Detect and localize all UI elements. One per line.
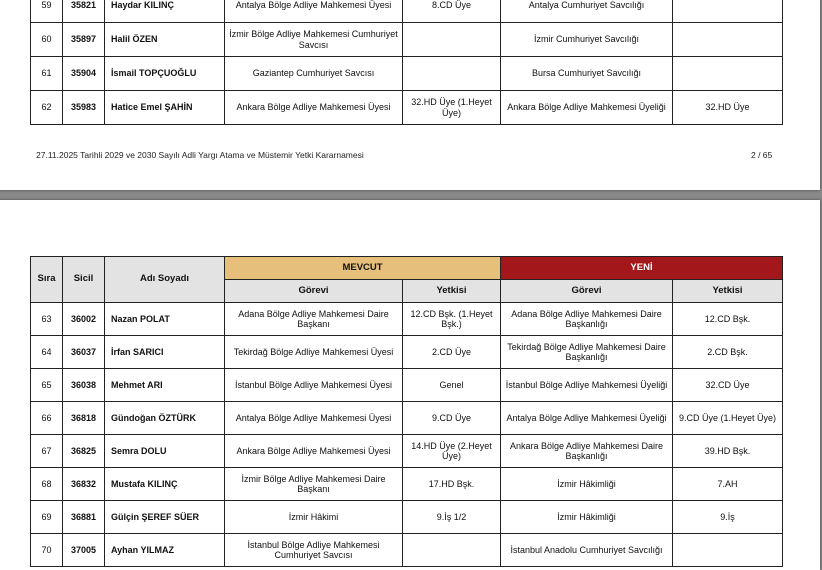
table-row [31, 57, 783, 91]
header-sira: Sıra [31, 257, 63, 303]
cell-yeni-gorev: İstanbul Anadolu Cumhuriyet Savcılığı [501, 534, 673, 567]
cell-sicil: 35821 [63, 0, 105, 23]
cell-name: Halil ÖZEN [105, 23, 225, 57]
cell-yeni-yetki [673, 23, 783, 57]
cell-sicil: 36002 [63, 303, 105, 336]
cell-sira: 61 [31, 57, 63, 91]
cell-sira: 64 [31, 336, 63, 369]
header-yeni: YENİ [501, 257, 783, 280]
cell-mevcut-yetki: 14.HD Üye (2.Heyet Üye) [403, 435, 501, 468]
cell-sicil: 36818 [63, 402, 105, 435]
cell-sicil: 37005 [63, 534, 105, 567]
cell-mevcut-gorev: Tekirdağ Bölge Adliye Mahkemesi Üyesi [225, 336, 403, 369]
cell-mevcut-gorev: İstanbul Bölge Adliye Mahkemesi Üyesi [225, 369, 403, 402]
cell-yeni-gorev: Tekirdağ Bölge Adliye Mahkemesi Daire Başkanlığı [501, 336, 673, 369]
cell-mevcut-yetki: 8.CD Üye [403, 0, 501, 23]
cell-yeni-gorev: İzmir Cumhuriyet Savcılığı [501, 23, 673, 57]
cell-sicil: 36038 [63, 369, 105, 402]
table-row [31, 501, 783, 534]
cell-name: Gülçin ŞEREF SÜER [105, 501, 225, 534]
cell-sira: 65 [31, 369, 63, 402]
cell-yeni-yetki: 7.AH [673, 468, 783, 501]
cell-mevcut-yetki: Genel [403, 369, 501, 402]
cell-yeni-yetki [673, 57, 783, 91]
header-adi-soyadi: Adı Soyadı [105, 257, 225, 303]
table-row [31, 402, 783, 435]
cell-sira: 60 [31, 23, 63, 57]
table-row [31, 468, 783, 501]
cell-yeni-gorev: Ankara Bölge Adliye Mahkemesi Üyeliği [501, 91, 673, 125]
cell-yeni-gorev: İstanbul Bölge Adliye Mahkemesi Üyeliği [501, 369, 673, 402]
cell-yeni-gorev: Adana Bölge Adliye Mahkemesi Daire Başkanlığı [501, 303, 673, 336]
cell-mevcut-gorev: İzmir Hâkimi [225, 501, 403, 534]
cell-mevcut-yetki: 12.CD Bşk. (1.Heyet Bşk.) [403, 303, 501, 336]
table-row [31, 435, 783, 468]
cell-yeni-gorev: Ankara Bölge Adliye Mahkemesi Daire Başkanlığı [501, 435, 673, 468]
cell-name: İrfan SARICI [105, 336, 225, 369]
cell-sira: 59 [31, 0, 63, 23]
cell-yeni-yetki [673, 534, 783, 567]
page-footer-title: 27.11.2025 Tarihli 2029 ve 2030 Sayılı Adli Yargı Atama ve Müstemir Yetki Kararnamesi [36, 150, 364, 160]
cell-mevcut-yetki: 9.CD Üye [403, 402, 501, 435]
cell-yeni-gorev: İzmir Hâkimliği [501, 468, 673, 501]
document-page-previous [0, 0, 820, 190]
cell-yeni-yetki [673, 0, 783, 23]
cell-mevcut-gorev: Gaziantep Cumhuriyet Savcısı [225, 57, 403, 91]
table-row [31, 303, 783, 336]
assignment-table [30, 256, 783, 567]
cell-mevcut-gorev: İzmir Bölge Adliye Mahkemesi Daire Başkanı [225, 468, 403, 501]
cell-name: Semra DOLU [105, 435, 225, 468]
cell-mevcut-yetki: 2.CD Üye [403, 336, 501, 369]
cell-yeni-gorev: Antalya Bölge Adliye Mahkemesi Üyeliği [501, 402, 673, 435]
cell-sira: 68 [31, 468, 63, 501]
table-row [31, 534, 783, 567]
cell-name: Ayhan YILMAZ [105, 534, 225, 567]
cell-yeni-gorev: Bursa Cumhuriyet Savcılığı [501, 57, 673, 91]
cell-name: Haydar KILINÇ [105, 0, 225, 23]
cell-name: Mehmet ARI [105, 369, 225, 402]
cell-name: Hatice Emel ŞAHİN [105, 91, 225, 125]
cell-sicil: 35897 [63, 23, 105, 57]
cell-name: Nazan POLAT [105, 303, 225, 336]
cell-mevcut-yetki [403, 23, 501, 57]
cell-yeni-gorev: Antalya Cumhuriyet Savcılığı [501, 0, 673, 23]
cell-sicil: 35904 [63, 57, 105, 91]
cell-sira: 62 [31, 91, 63, 125]
table-row [31, 336, 783, 369]
cell-sira: 67 [31, 435, 63, 468]
page-number: 2 / 65 [751, 150, 773, 160]
header-mevcut-yetkisi: Yetkisi [403, 280, 501, 303]
cell-sira: 66 [31, 402, 63, 435]
header-yeni-gorevi: Görevi [501, 280, 673, 303]
header-sicil: Sicil [63, 257, 105, 303]
cell-yeni-yetki: 32.CD Üye [673, 369, 783, 402]
cell-mevcut-yetki: 9.İş 1/2 [403, 501, 501, 534]
cell-sicil: 35983 [63, 91, 105, 125]
cell-yeni-yetki: 2.CD Bşk. [673, 336, 783, 369]
cell-sicil: 36881 [63, 501, 105, 534]
cell-mevcut-gorev: Ankara Bölge Adliye Mahkemesi Üyesi [225, 435, 403, 468]
cell-sira: 63 [31, 303, 63, 336]
cell-yeni-gorev: İzmir Hâkimliği [501, 501, 673, 534]
header-mevcut: MEVCUT [225, 257, 501, 280]
assignment-table-previous [30, 0, 783, 125]
cell-mevcut-gorev: İzmir Bölge Adliye Mahkemesi Cumhuriyet Savcısı [225, 23, 403, 57]
cell-sicil: 36832 [63, 468, 105, 501]
cell-mevcut-yetki: 32.HD Üye (1.Heyet Üye) [403, 91, 501, 125]
document-page-current [0, 200, 820, 570]
cell-mevcut-gorev: Ankara Bölge Adliye Mahkemesi Üyesi [225, 91, 403, 125]
cell-mevcut-gorev: Antalya Bölge Adliye Mahkemesi Üyesi [225, 402, 403, 435]
cell-yeni-yetki: 39.HD Bşk. [673, 435, 783, 468]
cell-name: İsmail TOPÇUOĞLU [105, 57, 225, 91]
cell-yeni-yetki: 9.İş [673, 501, 783, 534]
cell-name: Mustafa KILINÇ [105, 468, 225, 501]
table-row [31, 0, 783, 23]
cell-sicil: 36037 [63, 336, 105, 369]
cell-mevcut-yetki [403, 534, 501, 567]
cell-yeni-yetki: 12.CD Bşk. [673, 303, 783, 336]
cell-sicil: 36825 [63, 435, 105, 468]
header-yeni-yetkisi: Yetkisi [673, 280, 783, 303]
table-row [31, 369, 783, 402]
cell-mevcut-gorev: Antalya Bölge Adliye Mahkemesi Üyesi [225, 0, 403, 23]
header-mevcut-gorevi: Görevi [225, 280, 403, 303]
table-row [31, 91, 783, 125]
cell-mevcut-yetki: 17.HD Bşk. [403, 468, 501, 501]
cell-mevcut-gorev: İstanbul Bölge Adliye Mahkemesi Cumhuriyet Savcısı [225, 534, 403, 567]
cell-sira: 70 [31, 534, 63, 567]
cell-yeni-yetki: 9.CD Üye (1.Heyet Üye) [673, 402, 783, 435]
cell-mevcut-gorev: Adana Bölge Adliye Mahkemesi Daire Başkanı [225, 303, 403, 336]
cell-sira: 69 [31, 501, 63, 534]
cell-yeni-yetki: 32.HD Üye [673, 91, 783, 125]
cell-mevcut-yetki [403, 57, 501, 91]
cell-name: Gündoğan ÖZTÜRK [105, 402, 225, 435]
table-row [31, 23, 783, 57]
